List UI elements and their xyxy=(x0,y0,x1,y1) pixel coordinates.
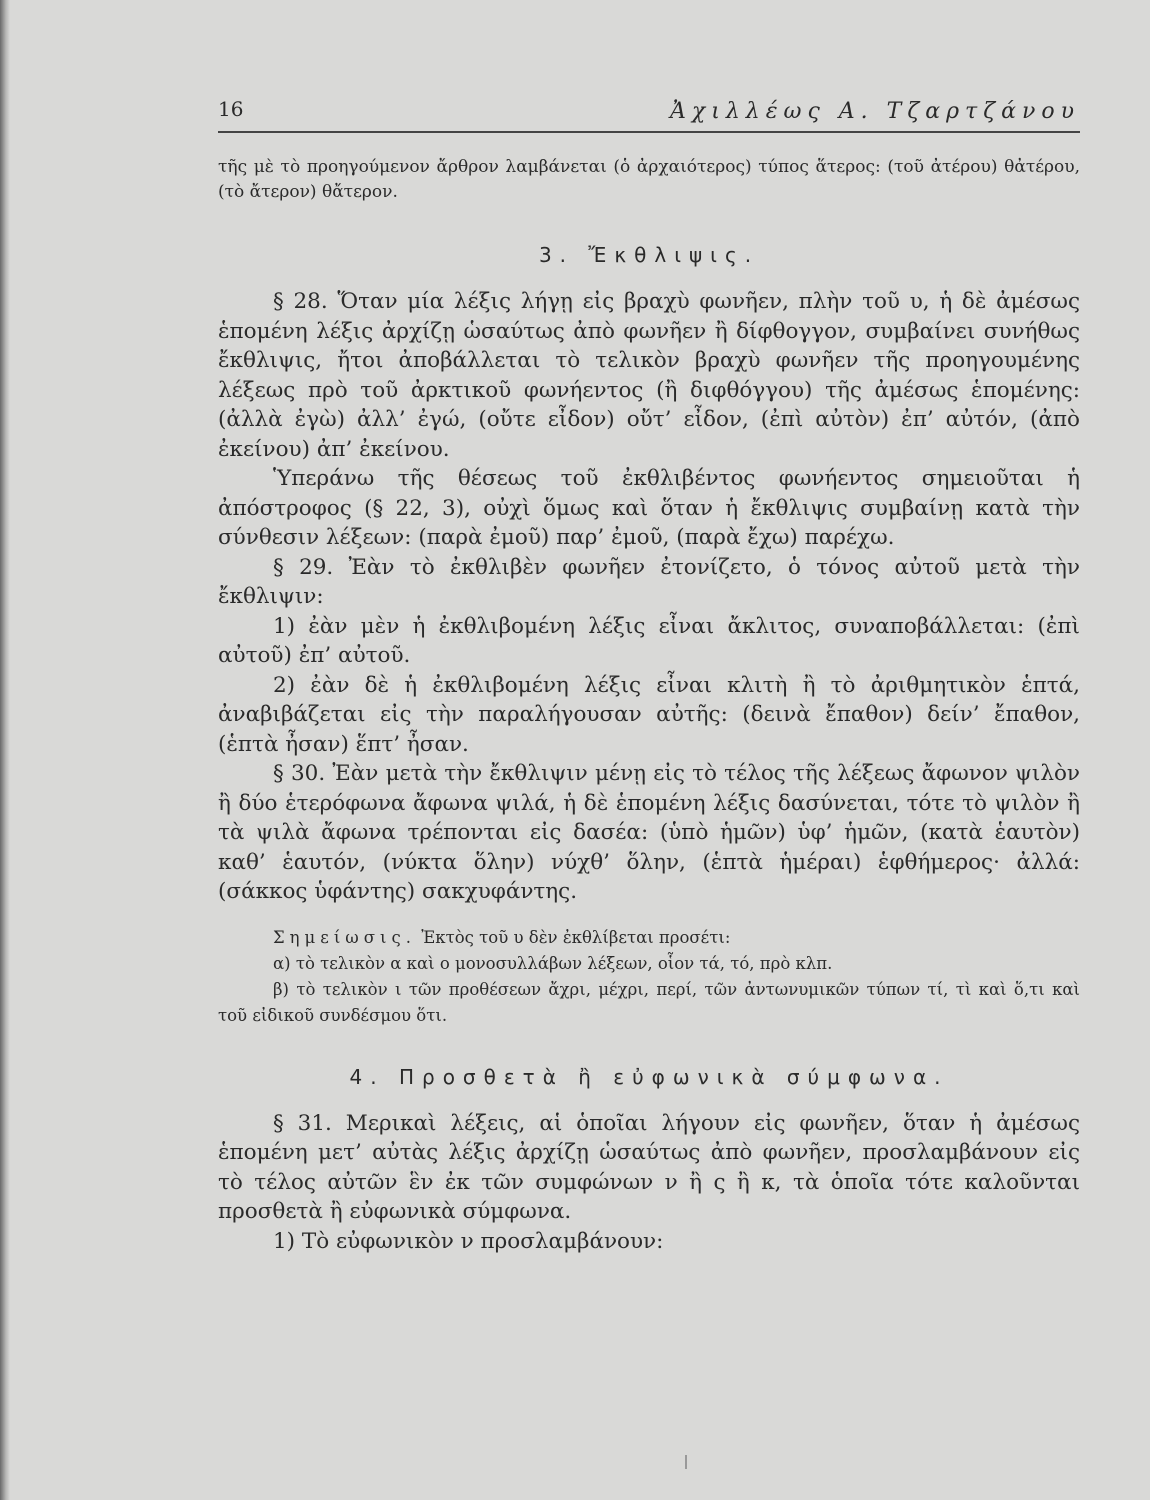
section-heading-4: 4. Προσθετὰ ἢ εὐφωνικὰ σύμφωνα. xyxy=(349,1064,949,1089)
note-item-a: α) τὸ τελικὸν α καὶ ο μονοσυλλάβων λέξεων, οἷον τά, τό, πρὸ κλπ. xyxy=(273,953,833,973)
paragraph-28b: Ὑπεράνω τῆς θέσεως τοῦ ἐκθλιβέντος φωνήεντος σημειοῦται ἡ ἀπόστροφος (§ 22, 3), οὐχὶ ὅμως καὶ ὅταν ἡ ἔκθλιψις συμβαίνῃ κατὰ τὴν σύνθεσιν λέξεων: (παρὰ ἐμοῦ) παρ’ ἐμοῦ, (παρὰ ἔχω) παρέχω. xyxy=(218,466,1080,550)
note-item-b: β) τὸ τελικὸν ι τῶν προθέσεων ἄχρι, μέχρι, περί, τῶν ἀντωνυμικῶν τύπων τί, τὶ καὶ ὅ,τι καὶ τοῦ εἰδικοῦ συνδέσμου ὅτι. xyxy=(218,979,1080,1025)
paragraph-31: § 31. Μερικαὶ λέξεις, αἱ ὁποῖαι λήγουν εἰς φωνῆεν, ὅταν ἡ ἀμέσως ἑπομένη μετ’ αὐτὰς λέξις ἀρχίζῃ ὡσαύτως ἀπὸ φωνῆεν, προσλαμβάνουν εἰς τὸ τέλος αὐτῶν ἓν ἐκ τῶν συμφώνων ν ἢ ς ἢ κ, τὰ ὁποῖα τότε καλοῦνται προσθετὰ ἢ εὐφωνικὰ σύμφωνα. xyxy=(218,1110,1080,1224)
scan-smudge xyxy=(685,1455,687,1469)
note-text: Ἐκτὸς τοῦ υ δὲν ἐκθλίβεται προσέτι: xyxy=(421,927,731,947)
paragraph-30: § 30. Ἐὰν μετὰ τὴν ἔκθλιψιν μένῃ εἰς τὸ τέλος τῆς λέξεως ἄφωνον ψιλὸν ἢ δύο ἑτερόφωνα ἄφωνα ψιλά, ἡ δὲ ἑπομένη λέξις δασύνεται, τότε τὸ ψιλὸν ἢ τὰ ψιλὰ ἄφωνα τρέπονται εἰς δασέα: (ὑπὸ ἡμῶν) ὑφ’ ἡμῶν, (κατὰ ἑαυτὸν) καθ’ ἑαυτόν, (νύκτα ὅλην) νύχθ’ ὅλην, (ἑπτὰ ἡμέραι) ἑφθήμερος· ἀλλά: (σάκκος ὑφάντης) σακχυφάντης. xyxy=(218,761,1080,904)
paragraph-29: § 29. Ἐὰν τὸ ἐκθλιβὲν φωνῆεν ἐτονίζετο, ὁ τόνος αὐτοῦ μετὰ τὴν ἔκθλιψιν: xyxy=(218,554,1080,609)
paragraph-29-2: 2) ἐὰν δὲ ἡ ἐκθλιβομένη λέξις εἶναι κλιτὴ ἢ τὸ ἀριθμητικὸν ἑπτά, ἀναβιβάζεται εἰς τὴν παραλήγουσαν αὐτῆς: (δεινὰ ἔπαθον) δείν’ ἔπαθον, (ἑπτὰ ἦσαν) ἕπτ’ ἦσαν. xyxy=(218,672,1080,757)
note-paragraph xyxy=(218,925,1080,951)
section-heading-3: 3. Ἔκθλιψις. xyxy=(538,243,760,267)
page-header xyxy=(218,95,1080,133)
book-page xyxy=(218,95,1080,1256)
paragraph-29-1: 1) ἐὰν μὲν ἡ ἐκθλιβομένη λέξις εἶναι ἄκλιτος, συναποβάλλεται: (ἐπὶ αὐτοῦ) ἐπ’ αὐτοῦ. xyxy=(218,613,1080,668)
running-title: Ἀχιλλέως Α. Τζαρτζάνου xyxy=(670,99,1080,124)
paragraph-28: § 28. Ὅταν μία λέξις λήγῃ εἰς βραχὺ φωνῆεν, πλὴν τοῦ υ, ἡ δὲ ἀμέσως ἑπομένη λέξις ἀρχίζῃ ὡσαύτως ἀπὸ φωνῆεν ἢ δίφθογγον, συμβαίνει συνήθως ἔκθλιψις, ἤτοι ἀποβάλλεται τὸ τελικὸν βραχὺ φωνῆεν τῆς προηγουμένης λέξεως πρὸ τοῦ ἀρκτικοῦ φωνήεντος (ἢ διφθόγγου) τῆς ἀμέσως ἑπομένης: (ἀλλὰ ἐγὼ) ἀλλ’ ἐγώ, (οὔτε εἶδον) οὔτ’ εἶδον, (ἐπὶ αὐτὸν) ἐπ’ αὐτόν, (ἀπὸ ἐκείνου) ἀπ’ ἐκείνου. xyxy=(218,289,1080,462)
page-number: 16 xyxy=(218,97,244,121)
paragraph-31-1: 1) Τὸ εὐφωνικὸν ν προσλαμβάνουν: xyxy=(273,1228,664,1254)
note-lead: Σημείωσις. xyxy=(273,927,416,947)
scan-page-edge xyxy=(0,0,10,1500)
intro-paragraph: τῆς μὲ τὸ προηγούμενον ἄρθρον λαμβάνεται (ὁ ἀρχαιότερος) τύπος ἅτερος: (τοῦ ἀτέρου) θἀτέρου, (τὸ ἄτερον) θἄτερον. xyxy=(218,157,1080,202)
